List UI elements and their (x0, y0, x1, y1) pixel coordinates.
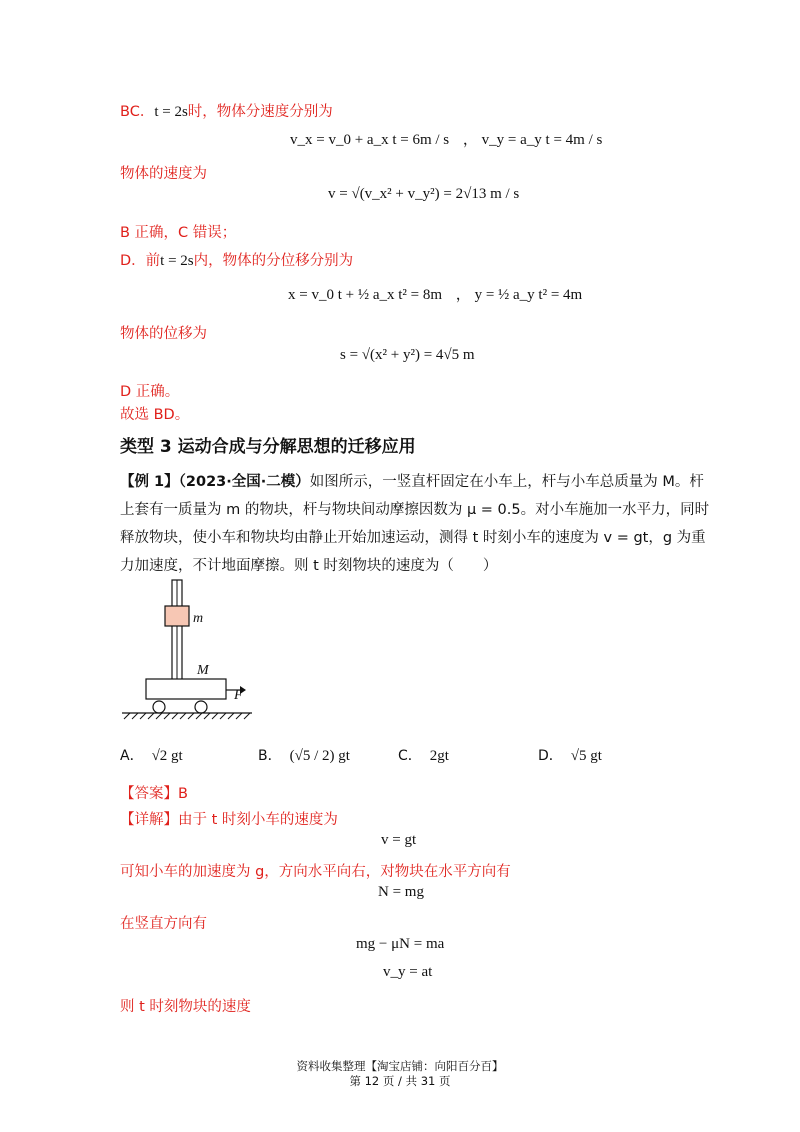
option-c-value: 2gt (429, 748, 449, 764)
cart-body (146, 679, 226, 699)
choose-line: 故选 BD。 (120, 407, 190, 423)
sliding-block (165, 606, 189, 626)
example-tag: 【例 1】 (120, 474, 179, 490)
wheel-left (153, 701, 165, 713)
d-prefix: D．前 (120, 253, 161, 269)
option-c[interactable] (398, 745, 449, 765)
d-t-eq: t = 2s (160, 253, 194, 269)
answer-label: 【答案】B (120, 786, 188, 802)
displacement-label: 物体的位移为 (120, 326, 207, 342)
option-c-label: C． (398, 748, 422, 764)
example-source: （2023·全国·二模） (178, 474, 310, 490)
velocity-components-eq: v_x = v_0 + a_x t = 6m / s ， v_y = a_y t = 4m / s (290, 132, 603, 148)
option-a[interactable] (120, 745, 183, 765)
detail-eq-1: v = gt (381, 832, 417, 848)
option-d[interactable] (538, 745, 602, 765)
wheel-right (195, 701, 207, 713)
solution-d-line (120, 249, 353, 270)
d-suffix: 内，物体的分位移分别为 (193, 253, 354, 269)
cart-figure (118, 575, 258, 720)
option-b-label: B． (258, 748, 282, 764)
option-d-value: √5 gt (570, 748, 602, 764)
solution-bc-line (120, 100, 333, 121)
example-line-3: 释放物块，使小车和物块均由静止开始加速运动，测得 t 时刻小车的速度为 v = gt，g 为重 (120, 530, 706, 546)
example-line-4: 力加速度，不计地面摩擦。则 t 时刻物块的速度为（ ） (120, 558, 498, 574)
cart-label: M (197, 663, 209, 678)
option-d-label: D． (538, 748, 563, 764)
detail-line-2: 可知小车的加速度为 g，方向水平向右，对物块在水平方向有 (120, 864, 511, 880)
detail-eq-3: mg − μN = ma (356, 936, 445, 952)
option-a-value: √2 gt (151, 748, 183, 764)
speed-eq: v = √(v_x² + v_y²) = 2√13 m / s (328, 186, 520, 202)
detail-line-4: 则 t 时刻物块的速度 (120, 999, 251, 1015)
speed-label: 物体的速度为 (120, 166, 207, 182)
example-line-1 (120, 470, 704, 491)
vy-eq: v_y = a_y t = 4m / s (481, 132, 603, 148)
y-eq: y = ½ a_y t² = 4m (474, 287, 583, 303)
section-title: 类型 3 运动合成与分解思想的迁移应用 (120, 437, 416, 457)
detail-eq-4: v_y = at (383, 964, 433, 980)
option-a-label: A． (120, 748, 144, 764)
displacement-components-eq: x = v_0 t + ½ a_x t² = 8m ， y = ½ a_y t² = 4m (288, 287, 583, 303)
detail-intro: 【详解】由于 t 时刻小车的速度为 (120, 812, 338, 828)
displacement-eq: s = √(x² + y²) = 4√5 m (340, 347, 475, 363)
option-b[interactable] (258, 745, 350, 765)
example-line-2: 上套有一质量为 m 的物块，杆与物块间动摩擦因数为 μ = 0.5。对小车施加一水平力，同时 (120, 502, 710, 518)
bc-prefix: BC． (120, 104, 155, 120)
bc-conclusion: B 正确，C 错误； (120, 225, 237, 241)
example-text-1: 如图所示，一竖直杆固定在小车上，杆与小车总质量为 M。杆 (309, 474, 704, 490)
detail-line-3: 在竖直方向有 (120, 916, 207, 932)
d-conclusion: D 正确。 (120, 384, 180, 400)
vx-eq: v_x = v_0 + a_x t = 6m / s (290, 132, 450, 148)
block-label: m (193, 611, 204, 626)
footer-page-number: 第 12 页 / 共 31 页 (349, 1074, 451, 1088)
force-label: F (234, 688, 243, 703)
footer-source: 资料收集整理【淘宝店铺：向阳百分百】 (296, 1059, 504, 1073)
bc-suffix: 时，物体分速度分别为 (187, 104, 333, 120)
x-eq: x = v_0 t + ½ a_x t² = 8m (288, 287, 443, 303)
detail-eq-2: N = mg (378, 884, 424, 900)
option-b-value: (√5 / 2) gt (289, 748, 350, 764)
ground-hatching (124, 713, 250, 719)
t-eq: t = 2s (154, 104, 188, 120)
